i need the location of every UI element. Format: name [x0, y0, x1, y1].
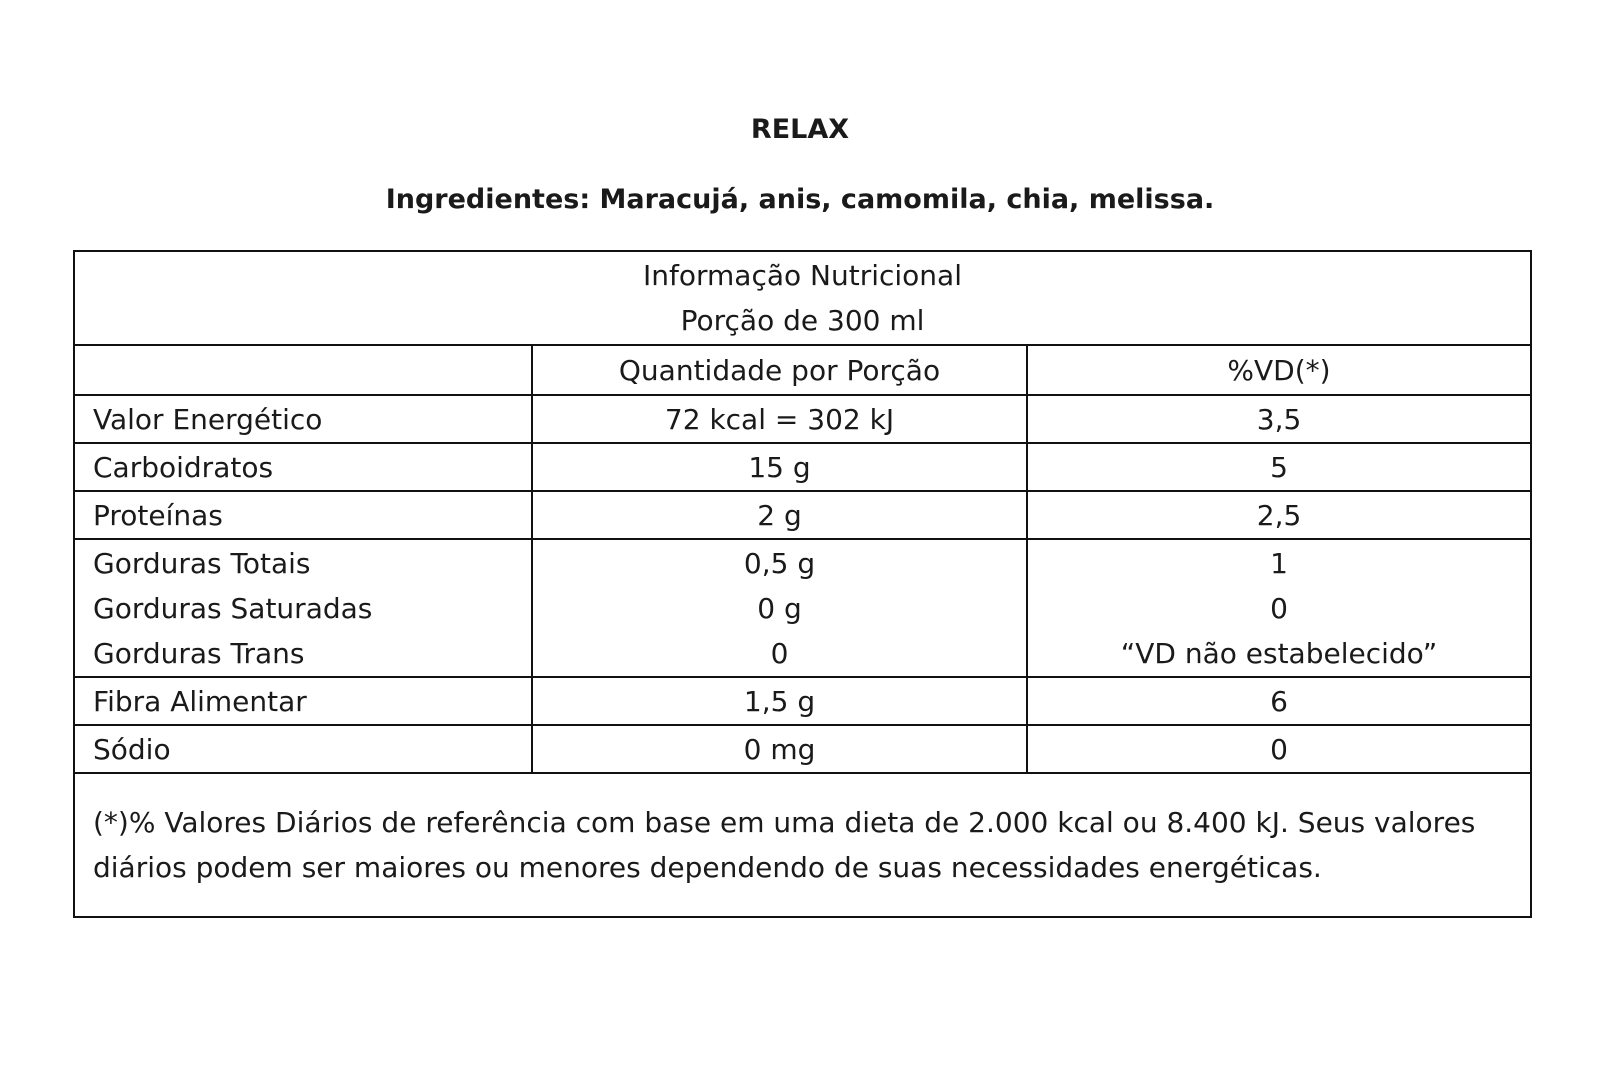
product-title: RELAX: [750, 114, 850, 145]
nutrient-vd: “VD não estabelecido”: [1120, 636, 1438, 670]
nutrient-vd: 2,5: [1027, 491, 1531, 539]
nutrient-vd: 6: [1027, 677, 1531, 725]
fat-quantities-cell: [532, 539, 1027, 677]
nutrition-header: [74, 251, 1531, 345]
nutrient-vd: 0: [1270, 591, 1288, 625]
nutrient-name: Gorduras Trans: [93, 636, 305, 670]
nutrient-vd: 1: [1270, 546, 1288, 580]
nutrient-name: Fibra Alimentar: [74, 677, 532, 725]
nutrient-quantity: 0: [770, 636, 789, 670]
nutrient-vd: 3,5: [1027, 395, 1531, 443]
table-row: [74, 725, 1531, 773]
ingredients-line: Ingredientes: Maracujá, anis, camomila, chia, melissa.: [385, 184, 1215, 215]
table-header-row: [74, 251, 1531, 345]
fat-group-row: [74, 539, 1531, 677]
nutrient-quantity: 72 kcal = 302 kJ: [532, 395, 1027, 443]
footnote-row: [74, 773, 1531, 917]
fat-vd-cell: [1027, 539, 1531, 677]
serving-size: Porção de 300 ml: [680, 304, 925, 337]
nutrient-quantity: 2 g: [532, 491, 1027, 539]
nutrient-name: Carboidratos: [74, 443, 532, 491]
column-header-row: [74, 345, 1531, 395]
table-row: [74, 491, 1531, 539]
table-row: [74, 395, 1531, 443]
nutrient-quantity: 1,5 g: [532, 677, 1027, 725]
nutrient-vd: 0: [1027, 725, 1531, 773]
nutrient-vd: 5: [1027, 443, 1531, 491]
nutrient-name: Gorduras Saturadas: [93, 591, 373, 625]
nutrition-table: [73, 250, 1532, 918]
nutrient-name: Sódio: [74, 725, 532, 773]
nutrient-quantity: 0,5 g: [743, 546, 816, 580]
empty-header-cell: [74, 345, 532, 395]
quantity-column-header: Quantidade por Porção: [532, 345, 1027, 395]
table-row: [74, 443, 1531, 491]
nutrition-header-title: Informação Nutricional: [643, 259, 962, 292]
footnote: (*)% Valores Diários de referência com base em uma dieta de 2.000 kcal ou 8.400 kJ. Seus valores diários podem ser maiores ou menores dependendo de suas necessidades energéticas.: [74, 773, 1531, 917]
nutrient-name: Proteínas: [74, 491, 532, 539]
fat-names-cell: [74, 539, 532, 677]
nutrient-quantity: 0 g: [757, 591, 802, 625]
table-row: [74, 677, 1531, 725]
nutrient-quantity: 0 mg: [532, 725, 1027, 773]
vd-column-header: %VD(*): [1027, 345, 1531, 395]
nutrient-name: Valor Energético: [74, 395, 532, 443]
nutrient-quantity: 15 g: [532, 443, 1027, 491]
nutrient-name: Gorduras Totais: [93, 546, 311, 580]
